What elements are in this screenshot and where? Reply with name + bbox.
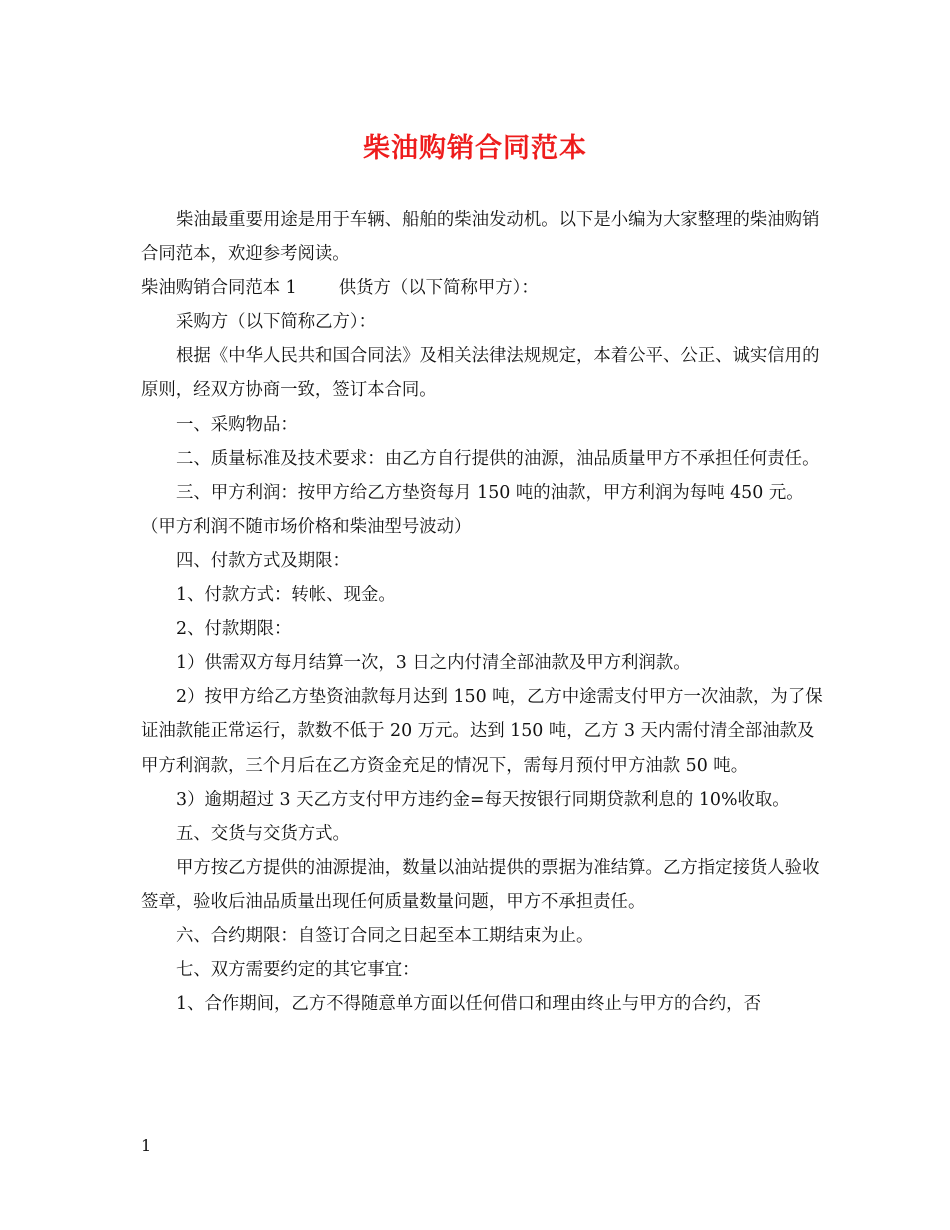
paragraph-intro: 柴油最重要用途是用于车辆、船舶的柴油发动机。以下是小编为大家整理的柴油购销合同范本，欢迎参考阅读。 [141, 210, 820, 265]
supplier-label: 供货方（以下简称甲方）： [338, 278, 539, 299]
paragraph-payment-method: 1、付款方式：转帐、现金。 [176, 585, 396, 606]
paragraph-cooperation: 1、合作期间，乙方不得随意单方面以任何借口和理由终止与甲方的合约，否 [176, 994, 761, 1015]
contract-heading-label: 柴油购销合同范本 1 [141, 278, 297, 299]
paragraph-item-five: 五、交货与交货方式。 [176, 823, 350, 844]
paragraph-payment-term: 2、付款期限： [176, 619, 292, 640]
paragraph-term-three: 3）逾期超过 3 天乙方支付甲方违约金=每天按银行同期贷款利息的 10%收取。 [176, 789, 790, 810]
document-title: 柴油购销合同范本 [363, 133, 587, 164]
paragraph-item-three: 三、甲方利润：按甲方给乙方垫资每月 150 吨的油款，甲方利润为每吨 450 元。（甲方利润不随市场价格和柴油型号波动） [141, 482, 804, 537]
paragraph-term-one: 1）供需双方每月结算一次，3 日之内付清全部油款及甲方利润款。 [176, 653, 691, 674]
paragraph-item-six: 六、合约期限：自签订合同之日起至本工期结束为止。 [176, 925, 594, 946]
paragraph-item-two: 二、质量标准及技术要求：由乙方自行提供的油源，油品质量甲方不承担任何责任。 [176, 448, 820, 469]
page-number: 1 [141, 1136, 152, 1155]
paragraph-item-one: 一、采购物品： [176, 414, 298, 435]
paragraph-purchaser: 采购方（以下简称乙方）： [176, 312, 376, 333]
paragraph-term-two: 2）按甲方给乙方垫资油款每月达到 150 吨，乙方中途需支付甲方一次油款，为了保证油款能正常运行，款数不低于 20 万元。达到 150 吨，乙方 3 天内需付清全部油款及甲方利润款，三个月后在乙方资金充足的情况下，需每月预付甲方油款 50 吨。 [141, 687, 823, 776]
paragraph-item-seven: 七、双方需要约定的其它事宜： [176, 960, 420, 981]
paragraph-item-four: 四、付款方式及期限： [176, 550, 350, 571]
paragraph-legal-basis: 根据《中华人民共和国合同法》及相关法律法规规定，本着公平、公正、诚实信用的原则，经双方协商一致，签订本合同。 [141, 346, 820, 401]
paragraph-delivery: 甲方按乙方提供的油源提油，数量以油站提供的票据为准结算。乙方指定接货人验收签章，验收后油品质量出现任何质量数量问题，甲方不承担责任。 [141, 857, 820, 912]
paragraph-contract-heading [141, 271, 827, 305]
document-body [141, 203, 827, 1021]
